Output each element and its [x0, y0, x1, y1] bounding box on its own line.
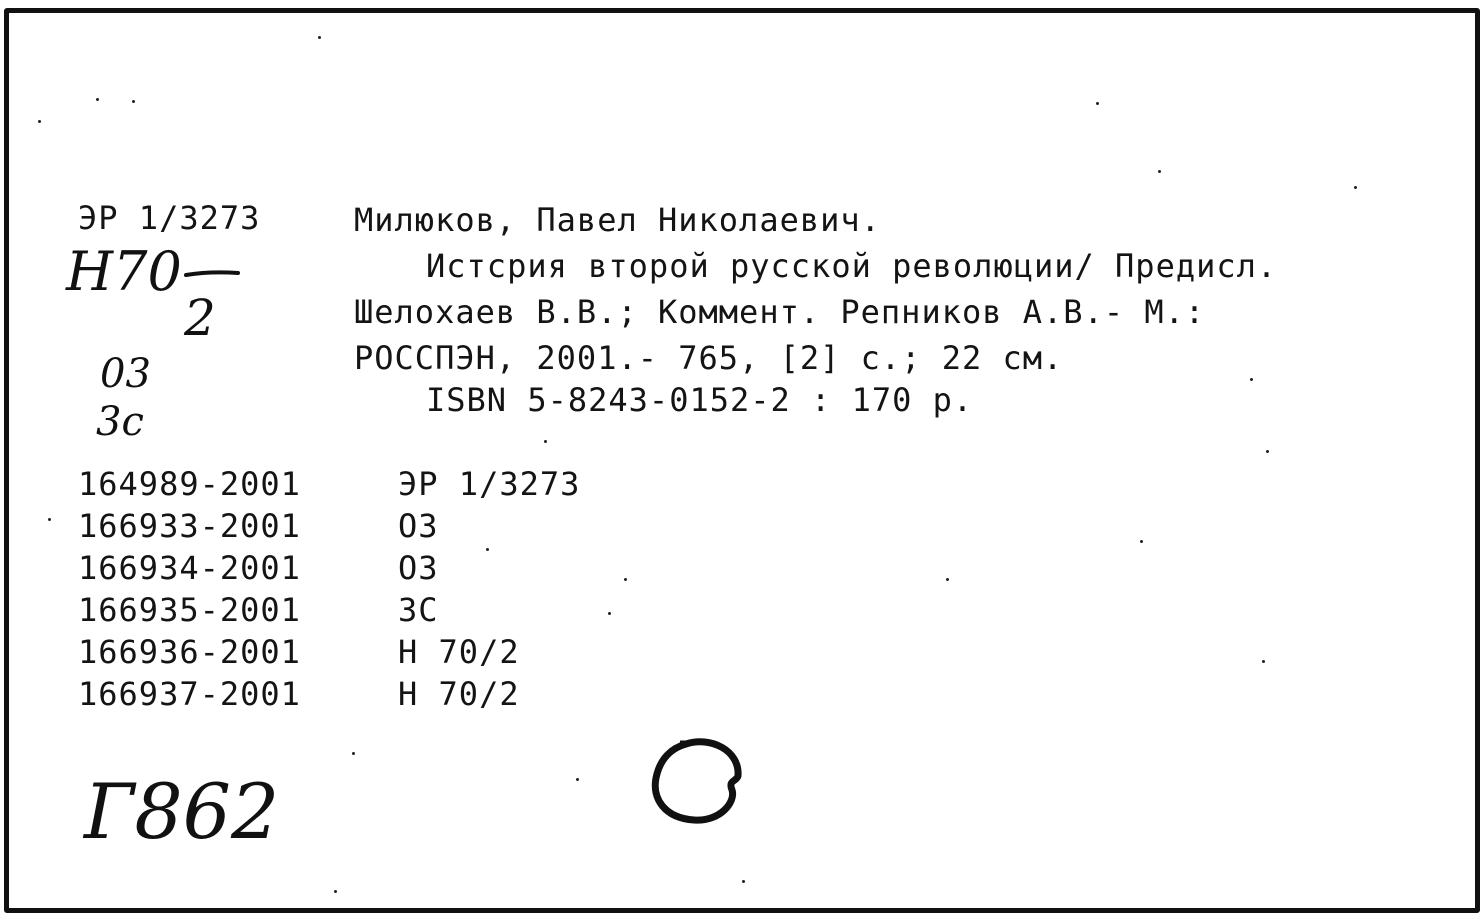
handwritten-mark-o3: 03 [100, 351, 151, 397]
holding-inventory: 166936-2001 [78, 633, 301, 671]
title-line: Истсрия второй русской революции/ Предисл. [426, 247, 1278, 285]
imprint-line: РОССПЭН, 2001.- 765, [2] с.; 22 см. [354, 339, 1064, 377]
handwritten-shelf-mark-denominator: 2 [184, 289, 216, 347]
holding-inventory: 164989-2001 [78, 465, 301, 503]
handwritten-catalog-number: Г862 [84, 767, 280, 856]
author-heading: Милюков, Павел Николаевич. [354, 201, 881, 239]
holding-location: Н 70/2 [398, 633, 520, 671]
holding-location: ЗС [398, 591, 439, 629]
holding-inventory: 166934-2001 [78, 549, 301, 587]
responsibility-line: Шелохаев В.В.; Коммент. Репников А.В.- М.: [354, 293, 1206, 331]
holding-inventory: 166933-2001 [78, 507, 301, 545]
holding-location: ЭР 1/3273 [398, 465, 581, 503]
holding-location: ОЗ [398, 507, 439, 545]
isbn-line: ISBN 5-8243-0152-2 : 170 р. [426, 381, 974, 419]
handwritten-fraction-bar [184, 268, 240, 280]
holding-location: ОЗ [398, 549, 439, 587]
holding-location: Н 70/2 [398, 675, 520, 713]
handwritten-shelf-mark: Н70 [66, 240, 182, 303]
holding-inventory: 166935-2001 [78, 591, 301, 629]
holding-inventory: 166937-2001 [78, 675, 301, 713]
call-number: ЭР 1/3273 [78, 199, 261, 237]
handwritten-mark-3c: 3с [96, 399, 144, 445]
punch-hole-icon [650, 738, 746, 824]
